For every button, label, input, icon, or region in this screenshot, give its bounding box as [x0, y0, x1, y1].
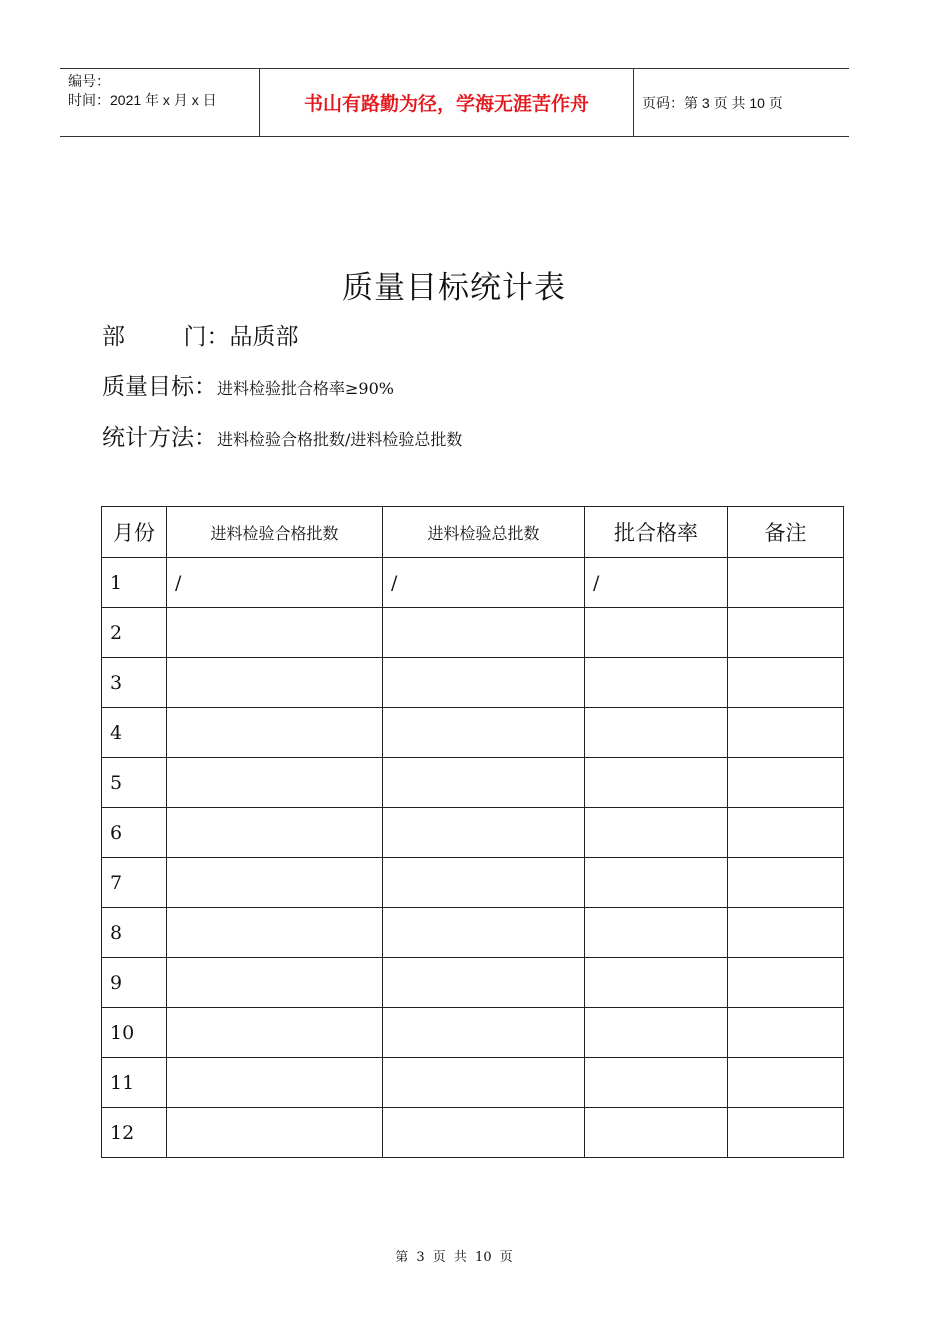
- table-row: [102, 658, 844, 708]
- pass-rate-cell: /: [585, 558, 728, 608]
- total-batches-cell: [383, 1058, 585, 1108]
- pass-rate-cell: [585, 808, 728, 858]
- table-row: [102, 908, 844, 958]
- document-number: 编号：: [68, 73, 110, 89]
- column-header-pass-rate: 批合格率: [585, 507, 728, 558]
- department-value: 品质部: [229, 324, 299, 350]
- column-header-remarks: 备注: [728, 507, 844, 558]
- header-page-number: 页码：第 3 页 共 10 页: [642, 94, 783, 111]
- remarks-cell: [728, 858, 844, 908]
- total-batches-cell: [383, 1108, 585, 1158]
- header-meta: [68, 72, 258, 110]
- qualified-batches-cell: [167, 1008, 383, 1058]
- total-batches-cell: [383, 708, 585, 758]
- table-row: [102, 1008, 844, 1058]
- table-row: [102, 808, 844, 858]
- month-cell: 4: [102, 708, 167, 758]
- table-row: [102, 1108, 844, 1158]
- month-cell: 6: [102, 808, 167, 858]
- table-row: [102, 558, 844, 608]
- qualified-batches-cell: [167, 858, 383, 908]
- total-batches-cell: [383, 758, 585, 808]
- pass-rate-cell: [585, 908, 728, 958]
- remarks-cell: [728, 808, 844, 858]
- month-cell: 12: [102, 1108, 167, 1158]
- remarks-cell: [728, 1008, 844, 1058]
- pass-rate-cell: [585, 1008, 728, 1058]
- column-header-month: 月份: [102, 507, 167, 558]
- qualified-batches-cell: [167, 658, 383, 708]
- column-header-qualified-batches: 进料检验合格批数: [167, 507, 383, 558]
- pass-rate-cell: [585, 608, 728, 658]
- total-batches-cell: [383, 958, 585, 1008]
- department-label: 部 门：: [102, 324, 230, 350]
- remarks-cell: [728, 1058, 844, 1108]
- statistics-table: [101, 506, 844, 1158]
- total-batches-cell: [383, 608, 585, 658]
- remarks-cell: [728, 1108, 844, 1158]
- table-row: [102, 608, 844, 658]
- pass-rate-cell: [585, 1108, 728, 1158]
- qualified-batches-cell: [167, 1108, 383, 1158]
- remarks-cell: [728, 658, 844, 708]
- total-batches-cell: [383, 808, 585, 858]
- month-cell: 8: [102, 908, 167, 958]
- qualified-batches-cell: [167, 958, 383, 1008]
- month-cell: 7: [102, 858, 167, 908]
- pass-rate-cell: [585, 1058, 728, 1108]
- qualified-batches-cell: [167, 708, 383, 758]
- pass-rate-cell: [585, 758, 728, 808]
- pass-rate-cell: [585, 858, 728, 908]
- table-row: [102, 758, 844, 808]
- quality-goal-label: 质量目标：: [102, 374, 217, 400]
- month-cell: 3: [102, 658, 167, 708]
- page-header: [60, 68, 849, 137]
- header-divider: [633, 69, 634, 136]
- remarks-cell: [728, 958, 844, 1008]
- month-cell: 1: [102, 558, 167, 608]
- table-row: [102, 708, 844, 758]
- month-cell: 2: [102, 608, 167, 658]
- stat-method-label: 统计方法：: [102, 425, 217, 451]
- table-row: [102, 958, 844, 1008]
- remarks-cell: [728, 758, 844, 808]
- remarks-cell: [728, 708, 844, 758]
- qualified-batches-cell: [167, 1058, 383, 1108]
- pass-rate-cell: [585, 958, 728, 1008]
- table-header-row: [102, 507, 844, 558]
- remarks-cell: [728, 908, 844, 958]
- qualified-batches-cell: [167, 608, 383, 658]
- total-batches-cell: [383, 858, 585, 908]
- qualified-batches-cell: [167, 908, 383, 958]
- quality-goal-value: 进料检验批合格率≥90%: [217, 379, 394, 398]
- total-batches-cell: [383, 1008, 585, 1058]
- header-motto: 书山有路勤为径，学海无涯苦作舟: [303, 93, 589, 115]
- remarks-cell: [728, 558, 844, 608]
- qualified-batches-cell: [167, 808, 383, 858]
- total-batches-cell: [383, 658, 585, 708]
- month-cell: 9: [102, 958, 167, 1008]
- page-footer: 第 3 页 共 10 页: [395, 1250, 513, 1265]
- table-row: [102, 1058, 844, 1108]
- pass-rate-cell: [585, 658, 728, 708]
- stat-method-value: 进料检验合格批数/进料检验总批数: [217, 430, 463, 449]
- column-header-total-batches: 进料检验总批数: [383, 507, 585, 558]
- total-batches-cell: /: [383, 558, 585, 608]
- quality-goal-row: [102, 368, 394, 401]
- total-batches-cell: [383, 908, 585, 958]
- department-row: [102, 318, 299, 351]
- pass-rate-cell: [585, 708, 728, 758]
- remarks-cell: [728, 608, 844, 658]
- qualified-batches-cell: [167, 758, 383, 808]
- table-row: [102, 858, 844, 908]
- document-time: 时间：2021 年 x 月 x 日: [68, 92, 217, 108]
- stat-method-row: [102, 419, 462, 452]
- month-cell: 5: [102, 758, 167, 808]
- month-cell: 10: [102, 1008, 167, 1058]
- month-cell: 11: [102, 1058, 167, 1108]
- page-title: 质量目标统计表: [342, 270, 566, 306]
- qualified-batches-cell: /: [167, 558, 383, 608]
